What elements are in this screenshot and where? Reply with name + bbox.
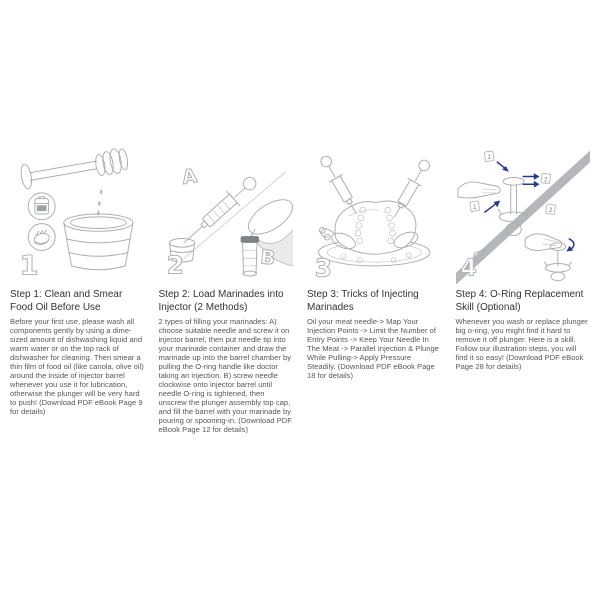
water-drip-art [98,190,102,215]
step-4-illustration [456,144,591,284]
step-3-illustration [307,144,442,284]
step-1-illustration [10,144,145,284]
step-3-description: Oil your meat needle-> Map Your Injection Points -> Limit the Number of Entry Points -> Keep Your Needle In The Meat -> Parallel Injection & Plunge While Pulling-> Apply Pressure Steadily. (Download PDF eBook Page 18 for details) [307,317,439,380]
step-3-title: Step 3: Tricks of Injecting Marinades [307,289,419,313]
step-2-illustration [159,144,294,284]
svg-text:1: 1 [486,154,491,162]
step-1-panel [10,144,145,434]
step-3-panel [307,144,442,434]
method-b-label-art: B [258,245,276,270]
step-2-number-art: 2 [166,250,184,280]
step-4-description: Whenever you wash or replace plunger big o-ring, you might find it hard to remove it off plunger. Here is a skill. Follow our illustration steps, you will find it so easy! (Download PDF eBook Page 28 for details) [455,317,588,371]
svg-text:2: 2 [548,207,552,215]
step-3-number-art: 3 [314,253,333,283]
svg-text:2: 2 [543,176,548,184]
plunger-rod-art [19,148,129,190]
injector-barrel-art [240,236,258,276]
step-1-title: Step 1: Clean and Smear Food Oil Before Use [10,289,123,313]
step-2-title: Step 2: Load Marinades into Injector (2 Methods) [158,289,284,313]
step-2-description: 2 types of filling your marinades: A) choose suitable needle and screw it on injector barrel, then put needle tip into your marinade container and draw the marinade up into the barrel chamber by pulling the O-ring handle like doctor taking an injection. B) screw needle clockwise onto injector barrel until needle O-ring is tightened, then unscrew the plunger assembly top cap, and fill the barrel with your marinade by pouring or spooning-in. (Download PDF eBook Page 12 for details) [158,317,292,434]
step-1-number-art: 1 [19,250,39,282]
step-4-title: Step 4: O-Ring Replacement Skill (Optional) [455,289,584,313]
method-a-label-art: A [180,164,199,189]
turkey-art [319,201,420,254]
step-2-panel [159,144,294,434]
svg-text:1: 1 [472,204,477,212]
hand-pressing-oring-art [525,234,571,281]
wash-bucket-art [64,214,133,270]
hand-wash-icon [28,224,55,251]
dishwasher-icon [28,193,55,220]
step-4-panel [456,144,591,434]
step-1-description: Before your first use, please wash all components gently by using a dime-sized amount of dishwashing liquid and warm water or on the top rack of dishwasher for cleaning. Then smear a thin film of food oil (like canola, olive oil) around the inside of injector barrel whenever you use it for lubrication, otherwise the plunger will be very hard to push! (Download PDF eBook Page 9 for details) [10,317,144,416]
step-4-number-art: 4 [460,255,477,282]
